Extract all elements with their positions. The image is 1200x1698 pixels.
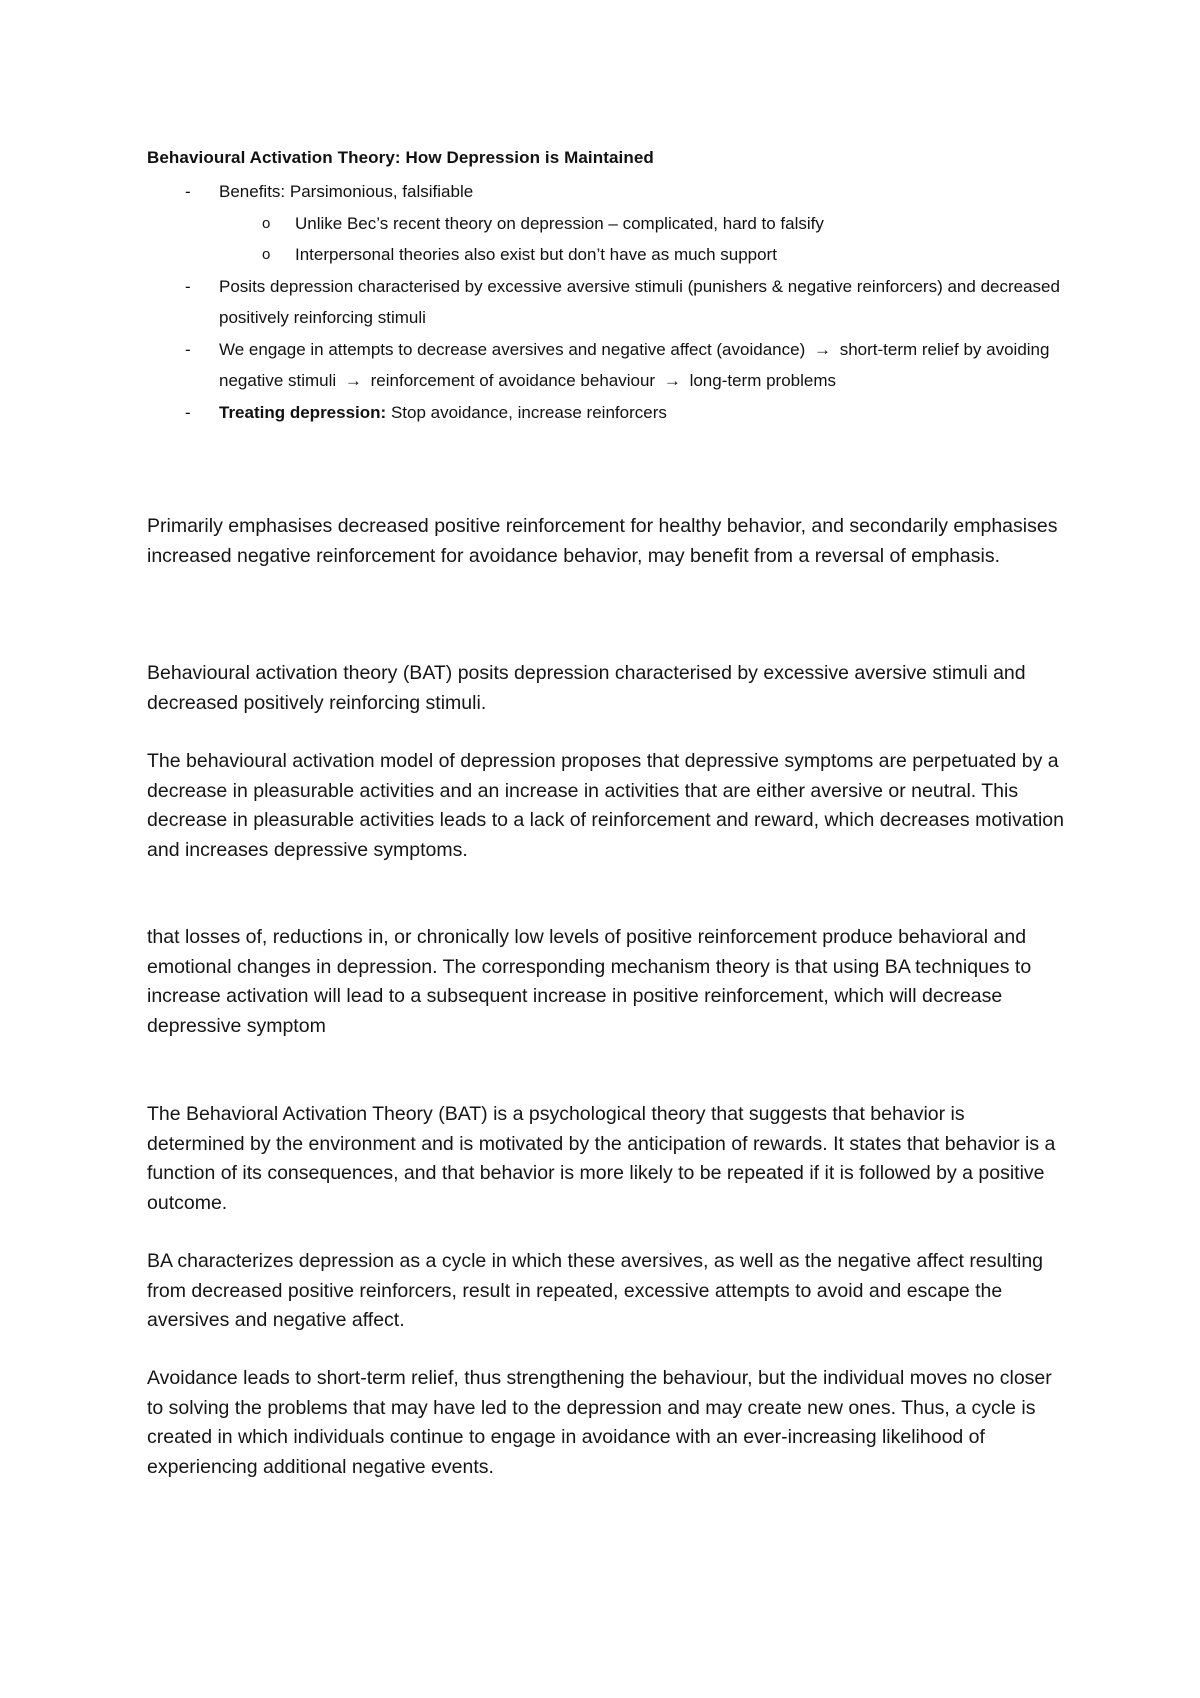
bullet-text: Benefits: Parsimonious, falsifiable [219,182,474,201]
sub-bullet-marker: o [262,214,271,232]
sub-bullet-becks-theory [147,208,1067,240]
bullet-text: long-term problems [689,371,837,390]
dash-marker: - [185,182,191,201]
sub-bullet-text: Interpersonal theories also exist but don’t have as much support [295,245,777,264]
document-heading: Behavioural Activation Theory: How Depression is Maintained [147,148,654,167]
dash-marker: - [185,402,191,422]
paragraph-avoidance: Avoidance leads to short-term relief, thus strengthening the behaviour, but the individual moves no closer to solving the problems that may have led to the depression and may create new ones. Thus, a cycle is created in which individuals continue to engage in avoidance with an ever-increasing likelihood of experiencing additional negative events. [147,1367,1052,1478]
bullet-text: short-term relief by avoiding negative stimuli [219,339,1050,390]
dash-marker: - [185,339,191,359]
bullet-benefits [147,176,1067,208]
paragraph-ba-cycle: BA characterizes depression as a cycle in which these aversives, as well as the negative affect resulting from decreased positive reinforcers, result in repeated, excessive attempts to avoid and escape the aversives and negative affect. [147,1250,1044,1331]
paragraph-bat-definition: The Behavioral Activation Theory (BAT) is a psychological theory that suggests that behavior is determined by the environment and is motivated by the anticipation of rewards. It states that behavior is a function of its consequences, and that behavior is more likely to be repeated if it is followed by a positive outcome. [147,1103,1056,1214]
paragraph-losses: that losses of, reductions in, or chronically low levels of positive reinforcement produce behavioral and emotional changes in depression. The corresponding mechanism theory is that using BA techniques to increase activation will lead to a subsequent increase in positive reinforcement, which will decrease depressive symptom [147,926,1032,1037]
paragraph-bat-posits: Behavioural activation theory (BAT) posits depression characterised by excessive aversive stimuli and decreased positively reinforcing stimuli. [147,662,1026,714]
arrow-right-icon: → [813,339,831,359]
bullet-avoidance-cycle [147,334,1067,397]
bullet-treating [147,397,1067,429]
arrow-right-icon: → [344,371,362,390]
arrow-right-icon: → [663,371,681,390]
bullet-text: We engage in attempts to decrease aversives and negative affect (avoidance) [219,339,806,359]
sub-bullet-text: Unlike Bec’s recent theory on depression – complicated, hard to falsify [295,213,824,233]
bullet-label: Treating depression: [219,402,387,422]
bullet-text: Stop avoidance, increase reinforcers [390,402,667,422]
bullet-text: Posits depression characterised by excessive aversive stimuli (punishers & negative reinforcers) and decreased positively reinforcing stimuli [219,276,1060,327]
sub-bullet-marker: o [262,246,271,263]
dash-marker: - [185,276,191,296]
sub-bullet-interpersonal [147,239,1067,271]
paragraph-ba-model: The behavioural activation model of depression proposes that depressive symptoms are perpetuated by a decrease in pleasurable activities and an increase in activities that are either aversive or neutral. This decrease in pleasurable activities leads to a lack of reinforcement and reward, which decreases motivation and increases depressive symptoms. [147,750,1064,861]
bullet-text: reinforcement of avoidance behaviour [370,371,656,390]
bullet-posits [147,271,1067,334]
paragraph-emphasis: Primarily emphasises decreased positive reinforcement for healthy behavior, and secondarily emphasises increased negative reinforcement for avoidance behavior, may benefit from a reversal of emphasis. [147,515,1058,567]
bullet-list [147,176,1067,428]
